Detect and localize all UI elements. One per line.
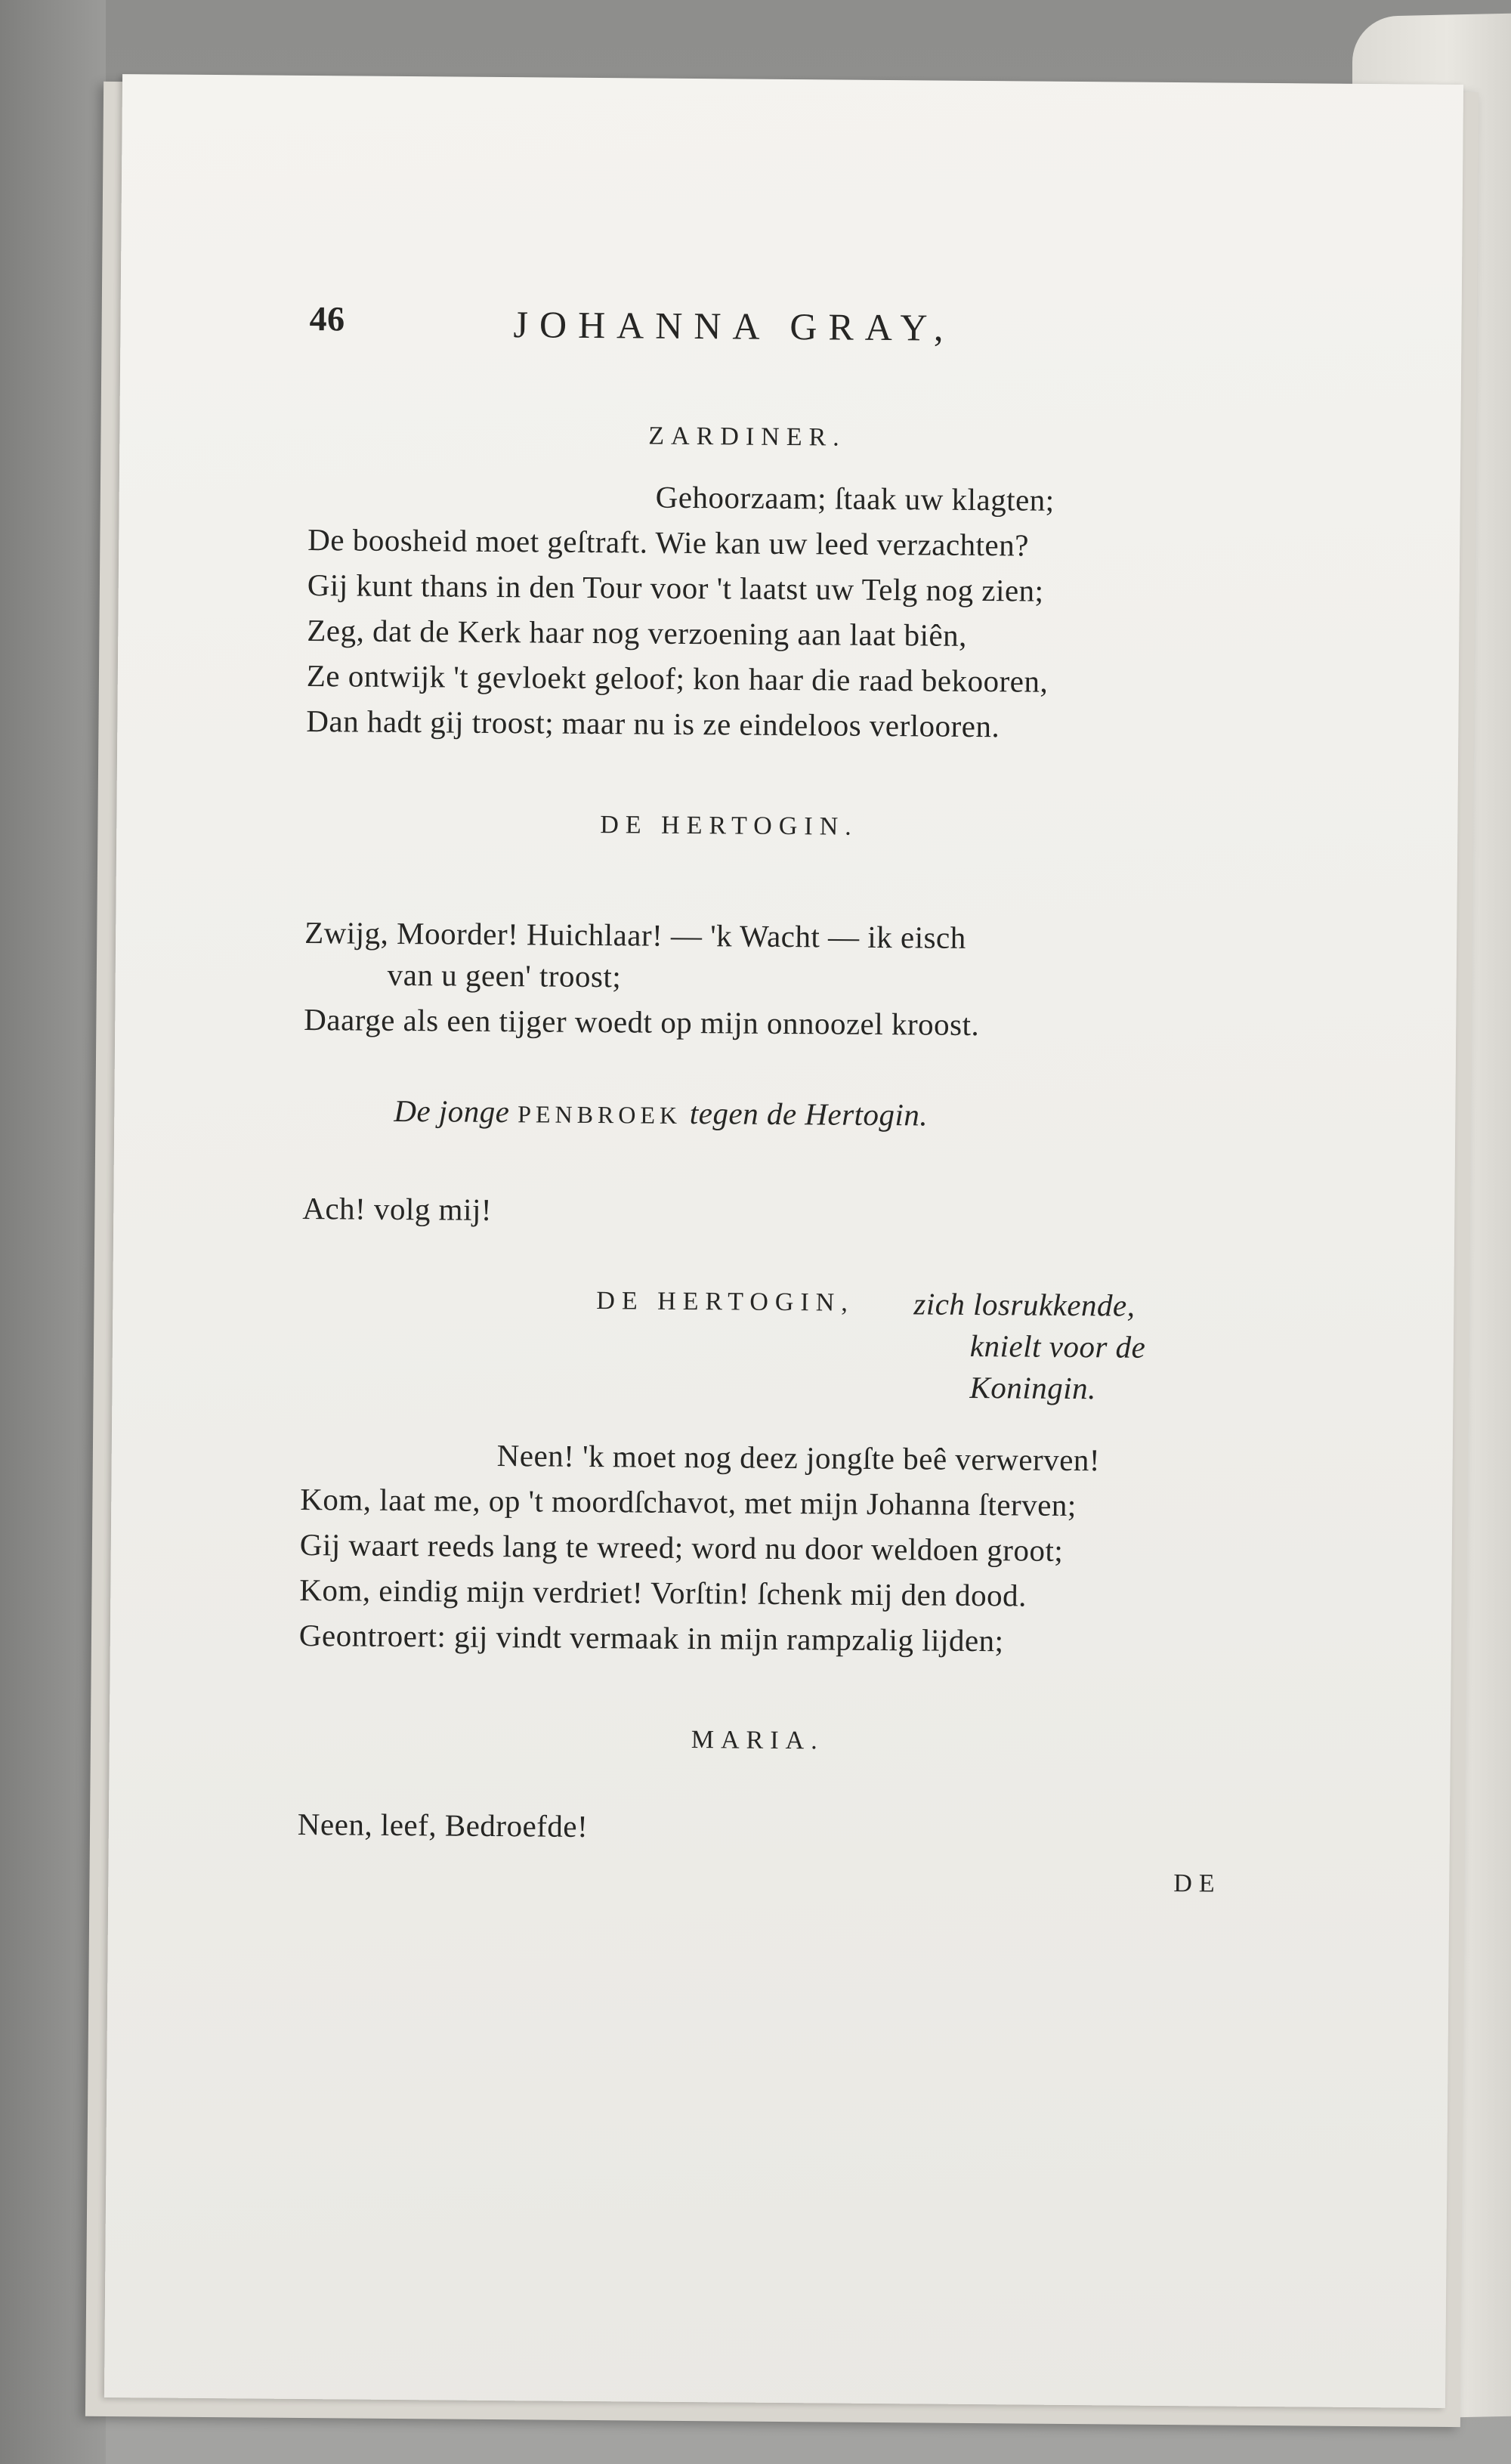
- verse-line: Daarge als een tijger woedt op mijn onnoozel kroost.: [304, 1002, 980, 1043]
- verse-line: Gij kunt thans in den Tour voor 't laatst uw Telg nog zien;: [307, 567, 1044, 608]
- verse-line: Ach! volg mij!: [302, 1190, 493, 1227]
- verse-line: Gij waart reeds lang te wreed; word nu door weldoen groot;: [299, 1526, 1064, 1568]
- stage-direction-pre: De jonge: [394, 1093, 510, 1130]
- page-number: 46: [309, 299, 345, 339]
- verse-line: Neen! 'k moet nog deez jongſte beê verwerven!: [496, 1438, 1101, 1478]
- book-page: [104, 74, 1463, 2408]
- verse-line: Kom, eindig mijn verdriet! Vorſtin! ſchenk mij den dood.: [299, 1572, 1027, 1613]
- speaker-zardiner: ZARDINER.: [648, 422, 846, 452]
- verse-line: Gehoorzaam; ſtaak uw klagten;: [655, 479, 1055, 518]
- speaker-hertogin: DE HERTOGIN.: [600, 811, 858, 841]
- stage-direction-line: zich losrukkende,: [913, 1286, 1136, 1323]
- stage-direction-post: tegen de Hertogin.: [689, 1096, 929, 1133]
- verse-line: van u geen' troost;: [387, 957, 622, 994]
- verse-line: Dan hadt gij troost; maar nu is ze eindeloos verlooren.: [306, 703, 1000, 744]
- stage-direction-name: PENBROEK: [518, 1100, 682, 1129]
- verse-line: Neen, leef, Bedroefde!: [297, 1806, 589, 1844]
- running-title: JOHANNA GRAY,: [513, 303, 955, 349]
- speaker-hertogin: DE HERTOGIN,: [596, 1287, 854, 1317]
- verse-line: Ze ontwijk 't gevloekt geloof; kon haar die raad bekooren,: [306, 658, 1049, 699]
- verse-line: Zwijg, Moorder! Huichlaar! — 'k Wacht — ik eisch: [304, 915, 966, 955]
- verse-line: Zeg, dat de Kerk haar nog verzoening aan laat biên,: [307, 613, 968, 653]
- stage-direction-line: Koningin.: [969, 1369, 1097, 1406]
- verse-line: Kom, laat me, op 't moordſchavot, met mijn Johanna ſterven;: [300, 1481, 1077, 1523]
- stage-direction: [394, 1093, 928, 1133]
- speaker-maria: MARIA.: [691, 1726, 824, 1755]
- catchword: DE: [1173, 1869, 1222, 1898]
- stage-direction-line: knielt voor de: [969, 1328, 1146, 1365]
- verse-line: De boosheid moet geſtraft. Wie kan uw leed verzachten?: [307, 522, 1030, 563]
- verse-line: Geontroert: gij vindt vermaak in mijn rampzalig lijden;: [298, 1617, 1004, 1659]
